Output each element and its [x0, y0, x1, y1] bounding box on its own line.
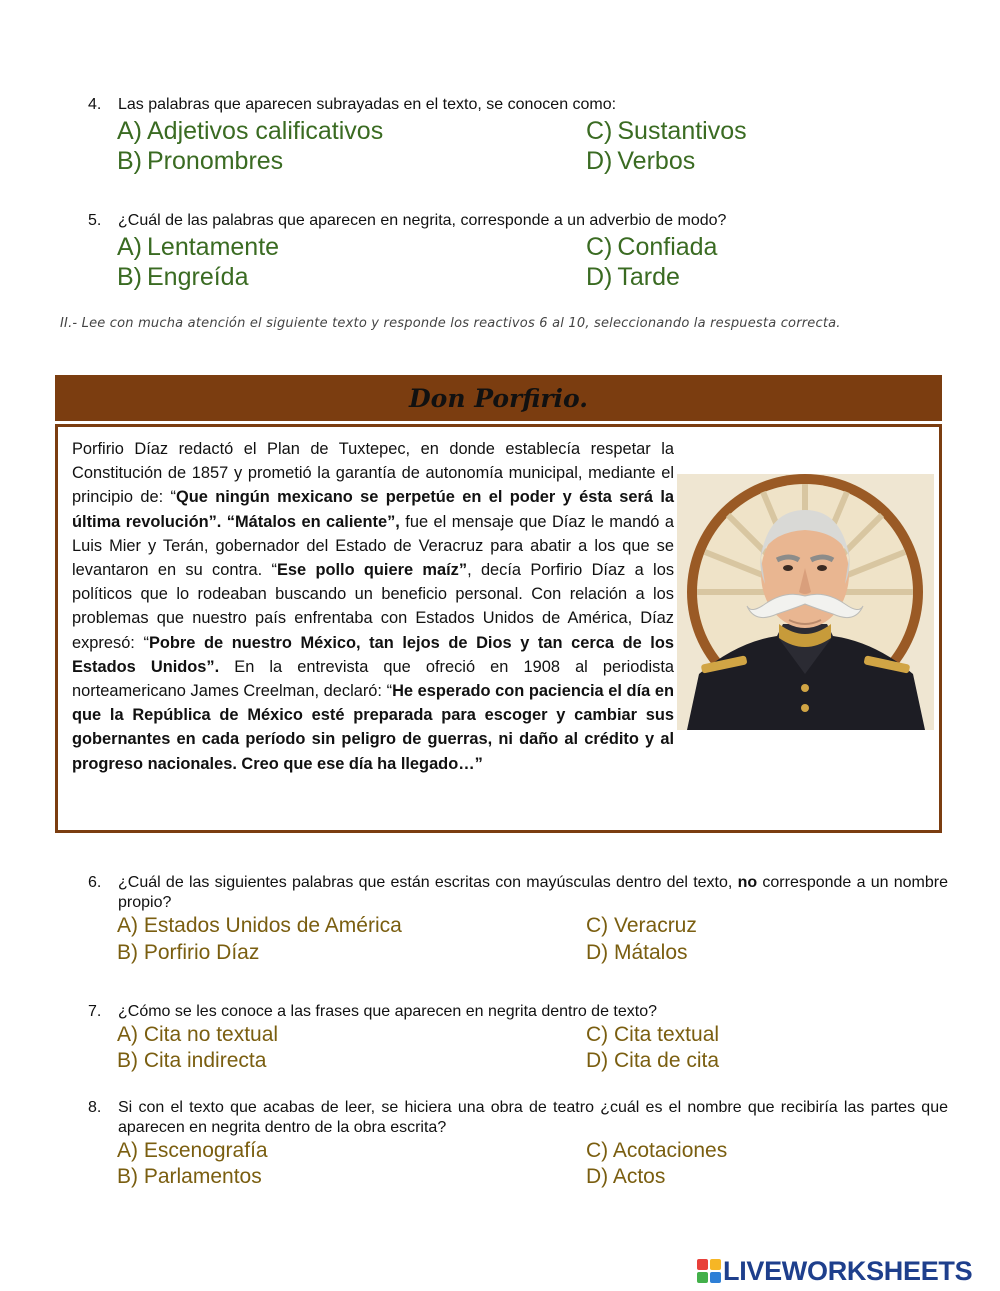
option-a[interactable]: A) Cita no textual — [117, 1023, 279, 1046]
reading-title-banner — [55, 375, 942, 421]
question-7 — [88, 1002, 948, 1078]
liveworksheets-logo-icon — [697, 1259, 721, 1283]
option-c[interactable]: C) Acotaciones — [586, 1139, 728, 1162]
reading-title: Don Porfirio. — [409, 383, 588, 413]
option-a[interactable]: A) Adjetivos calificativos — [117, 117, 384, 145]
question-5 — [88, 211, 948, 295]
section-instruction: II.- Lee con mucha atención el siguiente texto y responde los reactivos 6 al 10, seleccionando la respuesta correcta. — [60, 316, 841, 331]
question-8 — [88, 1098, 948, 1194]
question-6 — [88, 873, 948, 969]
option-d[interactable]: D) Verbos — [586, 147, 696, 175]
question-text: Las palabras que aparecen subrayadas en el texto, se conocen como: — [118, 96, 617, 113]
option-b[interactable]: B) Pronombres — [117, 147, 284, 175]
question-number: 7. — [88, 1003, 102, 1020]
option-a[interactable]: A) Lentamente — [117, 233, 280, 261]
passage-text: , decía Porfirio Díaz a los políticos que lo rodeaban buscando un beneficio personal. Con relación a los problemas que nuestro país enfrentaba con Estados Unidos de América, Díaz expresó: “ — [72, 561, 675, 652]
reading-passage-box — [55, 424, 942, 833]
question-number: 5. — [88, 212, 102, 229]
passage-text: Porfirio Díaz redactó el Plan de Tuxtepec, en donde establecía respetar la Constitución de 1857 y prometió la garantía de autonomía municipal, mediante el principio de: “ — [72, 440, 674, 507]
option-c[interactable]: C) Cita textual — [586, 1023, 720, 1046]
question-number: 8. — [88, 1099, 102, 1116]
passage-quote: Pobre de nuestro México, tan lejos de Dios y tan cerca de los Estados Unidos”. — [72, 633, 674, 676]
question-text: ¿Cómo se les conoce a las frases que aparecen en negrita dentro de texto? — [118, 1003, 657, 1020]
option-b[interactable]: B) Cita indirecta — [117, 1049, 267, 1072]
question-text-part: ¿Cuál de las siguientes palabras que están escritas con mayúsculas dentro del texto, — [118, 874, 738, 891]
question-number: 6. — [88, 874, 102, 891]
option-d[interactable]: D) Tarde — [586, 263, 680, 291]
option-c[interactable]: C) Confiada — [586, 233, 718, 261]
option-a[interactable]: A) Escenografía — [117, 1139, 268, 1162]
passage-quote: Que ningún mexicano se perpetúe en el poder y ésta será la última revolución”. “Mátalos en caliente”, — [72, 488, 674, 531]
passage-text: fue el mensaje que Díaz le mandó a Luis Mier y Terán, gobernador del Estado de Veracruz para abatir a los que se levantaron en su contra. “ — [72, 512, 674, 580]
question-text-emphasis: no — [737, 874, 758, 891]
option-d[interactable]: D) Mátalos — [586, 941, 688, 964]
option-b[interactable]: B) Porfirio Díaz — [117, 941, 260, 964]
logo-wordmark: LIVEWORKSHEETS — [723, 1255, 973, 1286]
question-text: Si con el texto que acabas de leer, se hiciera una obra de teatro ¿cuál es el nombre que recibiría las partes que aparecen en negrita dentro de la obra escrita? — [118, 1099, 948, 1136]
option-c[interactable]: C) Veracruz — [586, 914, 697, 937]
option-b[interactable]: B) Parlamentos — [117, 1165, 262, 1188]
question-text-part: corresponde a un nombre propio? — [118, 874, 948, 911]
passage-quote: Ese pollo quiere maíz” — [276, 561, 468, 580]
passage-quote: He esperado con paciencia el día en que la República de México esté preparada para escoger y cambiar sus gobernantes en cada período sin peligro de guerras, ni daño al crédito y al progreso nacionales. Creo que ese día ha llegado…” — [72, 682, 674, 773]
question-number: 4. — [88, 96, 102, 113]
option-d[interactable]: D) Actos — [586, 1165, 666, 1188]
question-text — [118, 873, 948, 913]
option-a[interactable]: A) Estados Unidos de América — [117, 914, 402, 937]
passage-text: En la entrevista que ofreció en 1908 al periodista norteamericano James Creelman, declaró: “ — [72, 657, 674, 701]
reading-passage — [72, 437, 674, 776]
question-text: ¿Cuál de las palabras que aparecen en negrita, corresponde a un adverbio de modo? — [118, 212, 727, 229]
question-4 — [88, 95, 948, 179]
option-d[interactable]: D) Cita de cita — [586, 1049, 720, 1072]
liveworksheets-logo[interactable] — [697, 1257, 972, 1285]
porfirio-diaz-portrait-image — [677, 474, 934, 730]
option-b[interactable]: B) Engreída — [117, 263, 249, 291]
option-c[interactable]: C) Sustantivos — [586, 117, 747, 145]
